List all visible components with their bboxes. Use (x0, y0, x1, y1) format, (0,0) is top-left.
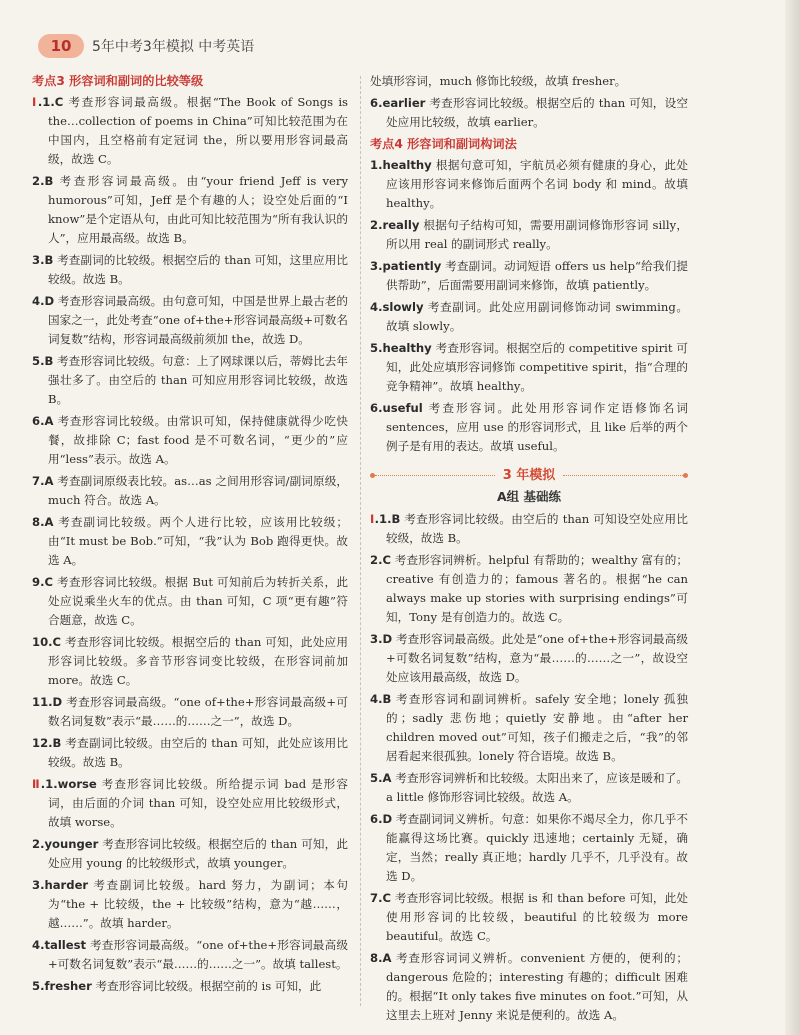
answer-explanation: 考查形容词辨析。helpful 有帮助的；wealthy 富有的；creative 有创造力的；famous 著名的。根据“he can always make up stories with surprising endings”可知，Tony 是有创造力的。故选 C。 (386, 553, 688, 624)
page-header (0, 28, 800, 62)
left-answer-list (32, 93, 348, 996)
answer-key: 8.A (32, 515, 54, 529)
answer-explanation: 考查副词的比较级。根据空后的 than 可知，这里应用比较级。故选 B。 (48, 253, 348, 286)
answer-explanation: 根据句意可知，宇航员必须有健康的身心，此处应该用形容词来修饰后面两个名词 body 和 mind。故填 healthy。 (386, 158, 688, 210)
part-numeral: Ⅰ (370, 512, 375, 526)
answer-explanation: 考查副词比较级。两个人进行比较，应该用比较级；由“It must be Bob.”可知，“我”认为 Bob 跑得更快。故选 A。 (48, 515, 348, 567)
answer-item (32, 876, 348, 933)
answer-item (370, 257, 688, 295)
band-dot-right (683, 473, 688, 478)
answer-explanation: 考查副词比较级。由空后的 than 可知，此处应该用比较级。故选 B。 (48, 736, 348, 769)
answer-item (370, 630, 688, 687)
answer-key: .1.C (37, 95, 64, 109)
answer-key: 3.B (32, 253, 54, 267)
mock-band (370, 466, 688, 485)
answer-key: 3.harder (32, 878, 89, 892)
answer-item (32, 472, 348, 510)
left-column (32, 72, 348, 999)
section-title-3: 考点3 形容词和副词的比较等级 (32, 74, 204, 88)
answer-key: 3.D (370, 632, 393, 646)
answer-key: 4.B (370, 692, 392, 706)
answer-explanation: 考查形容词比较级。根据空后的 than 可知，此处应用形容词比较级。多音节形容词变比较级，在形容词前加 more。故选 C。 (48, 635, 348, 687)
answer-item (370, 94, 688, 132)
band-title: 3 年模拟 (502, 468, 556, 483)
answer-explanation: 考查形容词。此处用形容词作定语修饰名词 sentences，应用 use 的形容词形式，且 like 后举的两个例子是有用的表达。故填 useful。 (386, 401, 688, 453)
answer-item (370, 156, 688, 213)
answer-item (370, 690, 688, 766)
band-line-right (563, 475, 683, 476)
answer-explanation: 考查形容词比较级。根据空前的 is 可知，此 (91, 979, 322, 993)
answer-item (32, 693, 348, 731)
answer-key: 8.A (370, 951, 392, 965)
answer-key: 4.D (32, 294, 55, 308)
answer-key: 5.B (32, 354, 54, 368)
band-line-left (375, 475, 495, 476)
answer-item (370, 399, 688, 456)
answer-explanation: 考查副词。此处应用副词修饰动词 swimming。故填 slowly。 (386, 300, 688, 333)
answer-item (32, 251, 348, 289)
answer-explanation: 考查形容词和副词辨析。safely 安全地；lonely 孤独的；sadly 悲伤地；quietly 安静地。由“after her children moved out”可知，孩子们搬走之后，“我”的邻居看起来很孤独。lonely 符合语境。故选 B。 (386, 692, 688, 763)
answer-key: 5.A (370, 771, 392, 785)
answer-item (32, 292, 348, 349)
answer-explanation: 考查形容词比较级。根据 But 可知前后为转折关系，此处应说乘坐火车的优点。由 than 可知，C 项“更有趣”符合题意，故选 C。 (48, 575, 348, 627)
answer-explanation: 考查形容词比较级。由空后的 than 可知设空处应用比较级，故选 B。 (386, 512, 688, 545)
answer-explanation: 考查形容词。根据空后的 competitive spirit 可知，此处应填形容词修饰 competitive spirit，指“合理的竞争精神”。故填 healthy。 (386, 341, 688, 393)
answer-key: .1.B (374, 512, 401, 526)
column-divider (360, 76, 361, 1006)
answer-key: 2.B (32, 174, 54, 188)
answer-key: 10.C (32, 635, 62, 649)
answer-key: 7.A (32, 474, 54, 488)
answer-key: 5.healthy (370, 341, 432, 355)
answer-item (32, 936, 348, 974)
answer-item (370, 510, 688, 548)
answer-item (370, 216, 688, 254)
answer-item (370, 72, 688, 91)
right-column (370, 72, 688, 1028)
answer-item (32, 352, 348, 409)
answer-explanation: 考查形容词最高级。由句意可知，中国是世界上最古老的国家之一，此处考查“one of+the+形容词最高级+可数名词复数”结构，形容词最高级前须加 the，故选 D。 (48, 294, 348, 346)
answer-key: .1.worse (40, 777, 97, 791)
answer-explanation: 考查形容词比较级。根据空后的 than 可知，此处应用 young 的比较级形式，故填 younger。 (48, 837, 348, 870)
answer-key: 2.C (370, 553, 391, 567)
answer-key: 6.D (370, 812, 393, 826)
answer-explanation: 考查形容词比较级。句意：上了网球课以后，蒂姆比去年强壮多了。由空后的 than 可知应用形容词比较级，故选 B。 (48, 354, 348, 406)
mock-answer-list (370, 510, 688, 1025)
answer-item (32, 977, 348, 996)
answer-item (370, 298, 688, 336)
answer-key: 1.healthy (370, 158, 432, 172)
answer-item (370, 339, 688, 396)
answer-key: 3.patiently (370, 259, 442, 273)
page-number: 10 (38, 34, 84, 58)
answer-item (370, 551, 688, 627)
right-top-list (370, 72, 688, 132)
answer-item (32, 513, 348, 570)
answer-key: 4.slowly (370, 300, 424, 314)
answer-key: 4.tallest (32, 938, 87, 952)
answer-item (32, 93, 348, 169)
answer-explanation: 考查副词原级表比较。as…as 之间用形容词/副词原级，much 符合。故选 A。 (48, 474, 348, 507)
answer-key: 6.useful (370, 401, 423, 415)
book-title: 5年中考3年模拟 中考英语 (92, 39, 255, 55)
answer-explanation: 考查形容词最高级。由“your friend Jeff is very humorous”可知，Jeff 是个有趣的人；设空处后面的“I know”是个定语从句，由此可知比较范围为“所有我认识的人”，应用最高级。故选 B。 (48, 174, 348, 245)
answer-explanation: 考查形容词辨析和比较级。太阳出来了，应该是暖和了。a little 修饰形容词比较级。故选 A。 (386, 771, 688, 804)
answer-explanation: 考查形容词比较级。由常识可知，保持健康就得少吃快餐，故排除 C；fast food 是不可数名词，“更少的”应用“less”表示。故选 A。 (48, 414, 348, 466)
answer-item (32, 734, 348, 772)
answer-explanation: 考查形容词最高级。“one of+the+形容词最高级+可数名词复数”表示“最……的……之一”，故选 D。 (48, 695, 348, 728)
right-answer-list (370, 156, 688, 456)
answer-explanation: 考查形容词最高级。根据“The Book of Songs is the…collection of poems in China”可知比较范围为在中国内，且空格前有定冠词 the，所以要用形容词最高级，故选 C。 (48, 95, 348, 166)
answer-item (32, 172, 348, 248)
section-title-4: 考点4 形容词和副词构词法 (370, 137, 517, 151)
answer-item (32, 835, 348, 873)
answer-item (32, 412, 348, 469)
answer-item (370, 810, 688, 886)
answer-key: 6.A (32, 414, 54, 428)
answer-explanation: 考查形容词比较级。所给提示词 bad 是形容词，由后面的介词 than 可知，设空处应用比较级形式，故填 worse。 (48, 777, 348, 829)
answer-key: 2.really (370, 218, 420, 232)
answer-explanation: 根据句子结构可知，需要用副词修饰形容词 silly，所以用 real 的副词形式 really。 (386, 218, 688, 251)
group-title: A组 基础练 (496, 489, 562, 504)
answer-item (370, 949, 688, 1025)
answer-item (32, 573, 348, 630)
answer-key: 2.younger (32, 837, 99, 851)
answer-key: 7.C (370, 891, 391, 905)
answer-explanation: 考查副词词义辨析。句意：如果你不竭尽全力，你几乎不能赢得这场比赛。quickly 迅速地；certainly 无疑，确定，当然；really 真正地；hardly 几乎不，几乎没有。故选 D。 (386, 812, 688, 883)
answer-explanation: 考查副词比较级。hard 努力，为副词；本句为“the + 比较级，the + 比较级”结构，意为“越……，越……”。故填 harder。 (48, 878, 348, 930)
answer-explanation: 考查形容词比较级。根据 is 和 than before 可知，此处使用形容词的比较级，beautiful 的比较级为 more beautiful。故选 C。 (386, 891, 688, 943)
answer-key: 6.earlier (370, 96, 426, 110)
answer-key: 9.C (32, 575, 53, 589)
answer-explanation: 处填形容词，much 修饰比较级，故填 fresher。 (370, 74, 627, 88)
answer-key: 12.B (32, 736, 62, 750)
answer-item (32, 633, 348, 690)
page-spine-shadow (785, 0, 800, 1035)
part-numeral: Ⅰ (32, 95, 38, 109)
answer-explanation: 考查形容词词义辨析。convenient 方便的，便利的；dangerous 危险的；interesting 有趣的；difficult 困难的。根据“It only takes five minutes on foot.”可知，从这里去上班对 Jenny 来说是便利的。故选 A。 (386, 951, 688, 1022)
answer-item (370, 769, 688, 807)
answer-item (32, 775, 348, 832)
answer-explanation: 考查副词。动词短语 offers us help“给我们提供帮助”，后面需要用副词来修饰，故填 patiently。 (386, 259, 688, 292)
answer-item (370, 889, 688, 946)
answer-key: 11.D (32, 695, 63, 709)
answer-explanation: 考查形容词最高级。“one of+the+形容词最高级+可数名词复数”表示“最……的……之一”。故填 tallest。 (48, 938, 348, 971)
answer-key: 5.fresher (32, 979, 92, 993)
part-numeral: Ⅱ (32, 777, 41, 791)
answer-explanation: 考查形容词最高级。此处是“one of+the+形容词最高级+可数名词复数”结构，意为“最……的……之一”，故设空处应该用最高级，故选 D。 (386, 632, 688, 684)
answer-explanation: 考查形容词比较级。根据空后的 than 可知，设空处应用比较级，故填 earlier。 (386, 96, 688, 129)
